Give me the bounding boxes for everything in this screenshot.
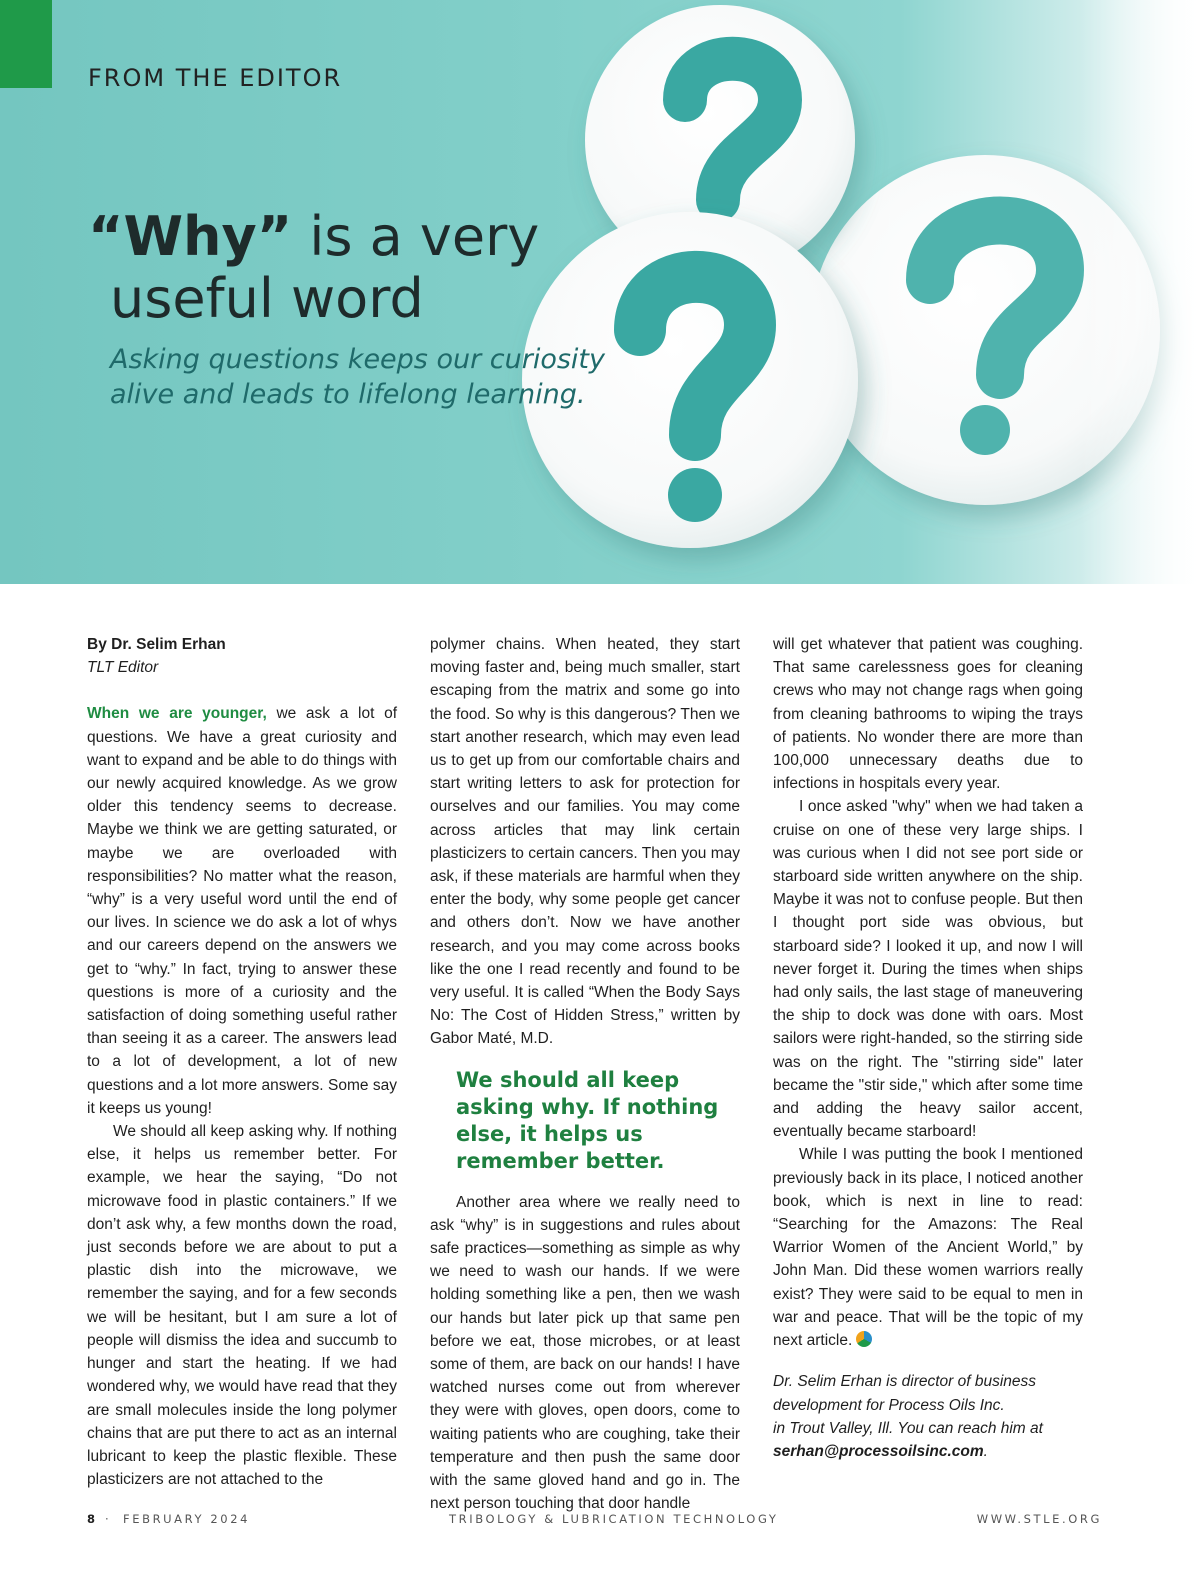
title-rest: is a very	[292, 205, 540, 268]
title-line-2: useful word	[110, 267, 424, 330]
author-email-link[interactable]: serhan@processoilsinc.com	[773, 1442, 984, 1460]
page-number: 8	[87, 1512, 98, 1526]
subtitle-line-1: Asking questions keeps our curiosity	[110, 344, 605, 375]
article-title	[88, 206, 539, 330]
paragraph-safe-practices: Another area where we really need to ask “why” is in suggestions and rules about safe practices—something as simple as why we need to wash our hands. If we were holding something like a pen, then we wash our hands but later pick up that same pen before we eat, those microbes, or at least some of them, are back on our hands! I have watched nurses come out from wherever they were with gloves, open doors, come to waiting patients who are coughing, take their temperature and then push the same door with the same gloved hand and go in. The next person touching that door handle	[430, 1193, 740, 1513]
paragraph-next-book: While I was putting the book I mentioned previously back in its place, I noticed another book, which is next in line to read: “Searching for the Amazons: The Real Warrior Women of the Ancient World,” by John Man. Did these women warriors really exist? They were said to be equal to men in war and peace. That will be the topic of my next article.	[773, 1146, 1083, 1350]
article-column-2	[430, 633, 740, 1516]
hero-banner	[0, 0, 1200, 584]
paragraph-keep-asking: We should all keep asking why. If nothing else, it helps us remember better. For example, we hear the saying, “Do not microwave food in plastic containers.” If we don’t ask why, a few months down the road, just seconds before we are about to put a plastic dish into the microwave, we remember the saying, and for a few seconds we will be hesitant, but I am sure a lot of people will dismiss the idea and succumb to hunger and start the heating. If we had wondered why, we would have read that they are small molecules inside the long polymer chains that are put there to act as an internal lubricant to keep the plastic flexible. These plasticizers are not attached to the	[87, 1123, 397, 1489]
issue-date: FEBRUARY 2024	[123, 1512, 251, 1526]
pull-quote: We should all keep asking why. If nothing else, it helps us remember better.	[456, 1067, 719, 1173]
article-subtitle	[110, 342, 670, 412]
article-column-3	[773, 633, 1083, 1463]
paragraph-intro: When we are younger, we ask a lot of questions. We have a great curiosity and want to expand and be able to do things with our newly acquired knowledge. As we grow older this tendency seems to decrease. Maybe we think we are getting saturated, or maybe we are overloaded with responsibilities? No matter what the reason, “why” is a very useful word until the end of our lives. In science we do ask a lot of whys and our careers depend on the answers we get to “why.” In fact, trying to answer these questions is more of a curiosity and the satisfaction of doing something useful rather than seeing it as a career. The answers lead to a lot of development, a lot of new questions and a lot more answers. Some say it keeps us young!	[87, 705, 397, 1117]
section-color-tab	[0, 0, 52, 88]
website-link[interactable]: WWW.STLE.ORG	[976, 1512, 1102, 1526]
author-byline: By Dr. Selim Erhan	[87, 636, 226, 653]
paragraph-keep-asking-cont: polymer chains. When heated, they start moving faster and, being much smaller, start escaping from the matrix and some go into the food. So why is this dangerous? Then we start another research, which may even lead us to get up from our comfortable chairs and start writing letters to ask for protection for ourselves and our families. You may come across articles that may link certain plasticizers to certain cancers. Then you may ask, if these materials are harmful when they enter the body, why some people get cancer and others don’t. Now we have another research, and you may come across books like the one I read recently and found to be very useful. It is called “When the Body Says No: The Cost of Hidden Stress,” written by Gabor Maté, M.D.	[430, 636, 740, 1048]
subtitle-line-2: alive and leads to lifelong learning.	[110, 379, 586, 410]
lead-in: When we are younger,	[87, 705, 267, 723]
section-label: FROM THE EDITOR	[88, 64, 343, 92]
author-bio: Dr. Selim Erhan is director of business development for Process Oils Inc. in Trout Valley, Ill. You can reach him at serhan@processoilsinc.com.	[773, 1373, 1043, 1460]
paragraph-starboard: I once asked "why" when we had taken a cruise on one of these very large ships. I was curious when I did not see port side or starboard side written anywhere on the ship. Maybe it was not to confuse people. But then I thought port side was obvious, but starboard side? I looked it up, and now I will never forget it. During the times when ships had only sails, the last stage of maneuvering the ship to dock was done with oars. Most sailors were right-handed, so the stirring side was on the right. The "stirring side" later became the "stir side," which after some time and adding the heavy sailor accent, eventually became starboard!	[773, 798, 1083, 1141]
end-of-article-icon	[856, 1331, 872, 1347]
magazine-name: TRIBOLOGY & LUBRICATION TECHNOLOGY	[449, 1512, 779, 1526]
title-emphasis: “Why”	[88, 205, 293, 268]
paragraph-safe-practices-cont: will get whatever that patient was coughing. That same carelessness goes for cleaning crews who may not change rags when going from cleaning bathrooms to wiping the trays of patients. No wonder there are more than 100,000 unnecessary deaths due to infections in hospitals every year.	[773, 636, 1083, 793]
footer-separator: ·	[105, 1512, 112, 1526]
page-footer	[87, 1512, 1102, 1532]
author-role: TLT Editor	[87, 659, 159, 677]
article-column-1	[87, 633, 397, 1491]
